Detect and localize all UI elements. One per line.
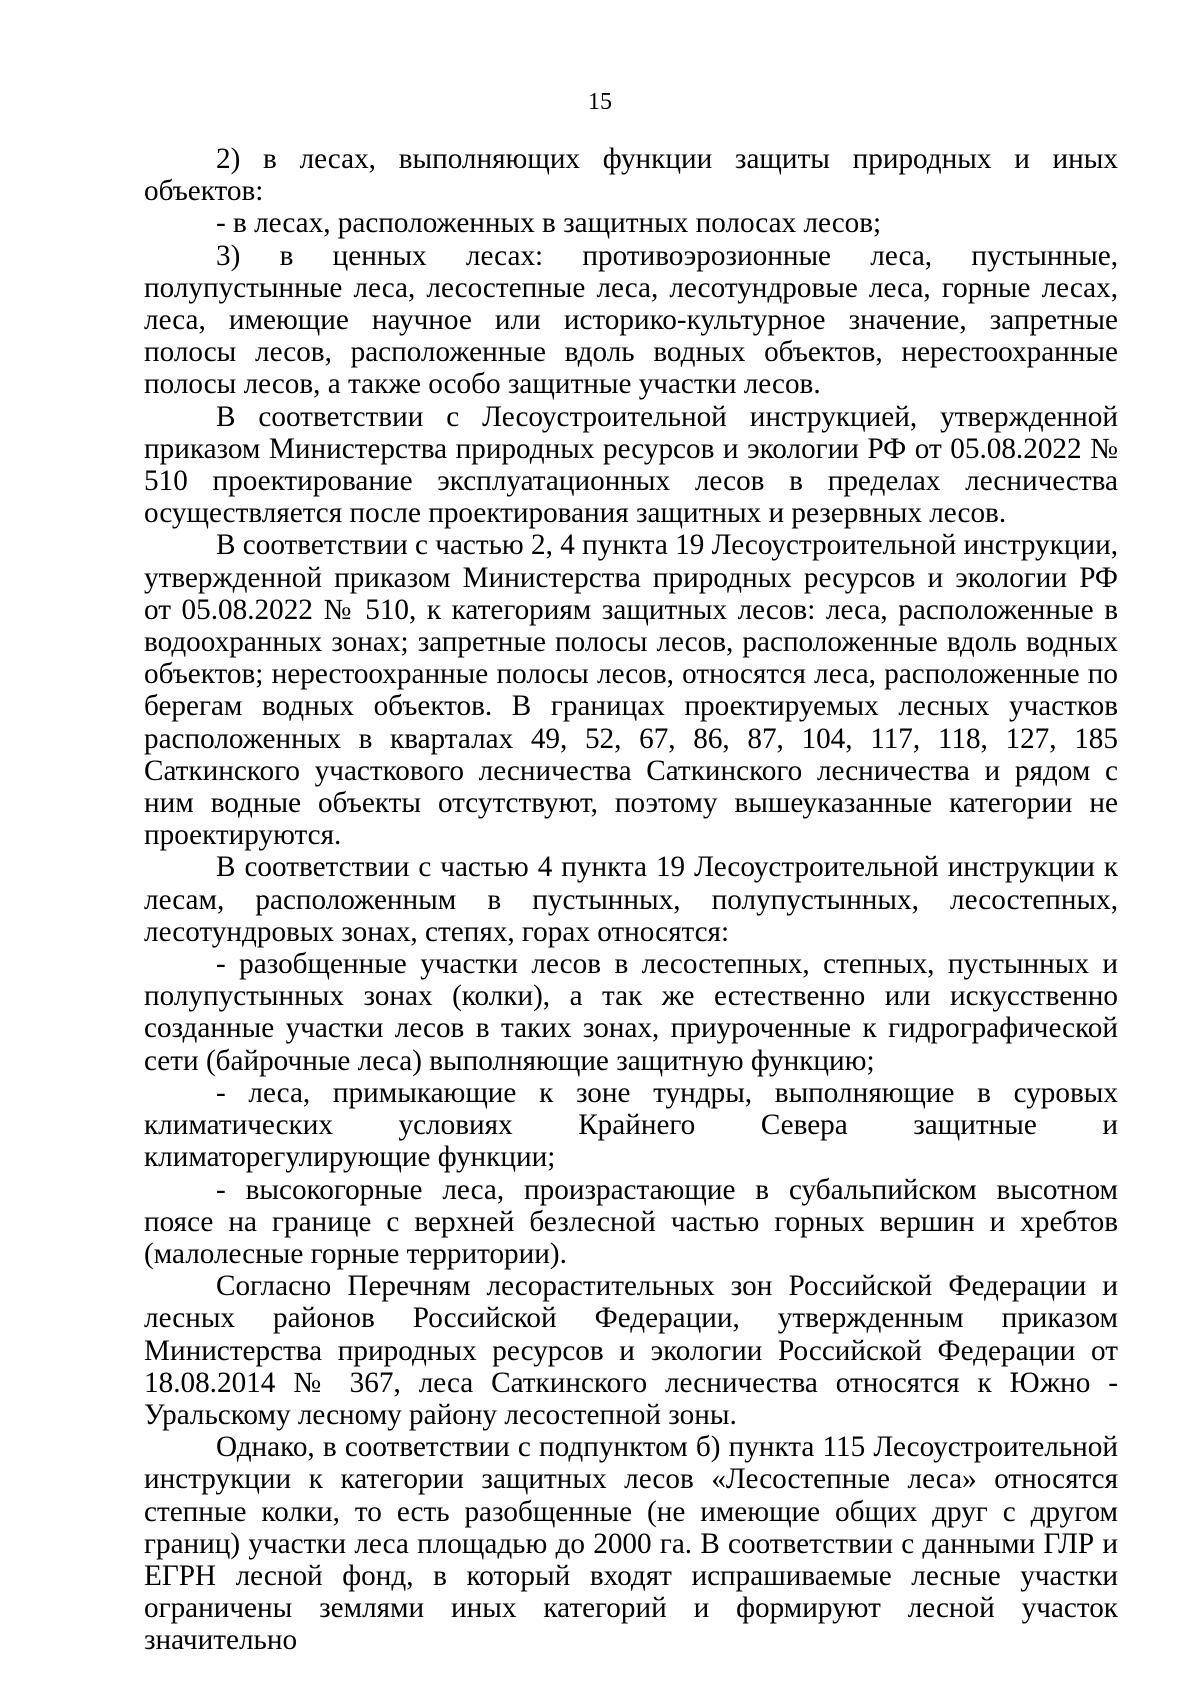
paragraph-2: - в лесах, расположенных в защитных полосах лесов; (216, 207, 882, 240)
paragraph-8: - леса, примыкающие к зоне тундры, выполняющие в суровых климатических условиях Крайнего Севера защитные и климаторегулирующие функции; (144, 1076, 1118, 1174)
paragraph-7: - разобщенные участки лесов в лесостепных, степных, пустынных и полупустынных зонах (колки), а так же естественно или искусственно созданные участки лесов в таких зонах, приуроченные к гидрографической сети (байрочные леса) выполняющие защитную функцию; (144, 948, 1118, 1077)
paragraph-3: 3) в ценных лесах: противоэрозионные леса, пустынные, полупустынные леса, лесостепные леса, лесотундровые леса, горные лесах, леса, имеющие научное или историко-культурное значение, запретные полосы лесов, расположенные вдоль водных объектов, нерестоохранные полосы лесов, а также особо защитные участки лесов. (144, 239, 1118, 401)
page-number: 15 (588, 89, 612, 115)
paragraph-6: В соответствии с частью 4 пункта 19 Лесоустроительной инструкции к лесам, расположенным в пустынных, полупустынных, лесостепных, лесотундровых зонах, степях, горах относятся: (144, 851, 1118, 948)
paragraph-11: Однако, в соответствии с подпунктом б) пункта 115 Лесоустроительной инструкции к категории защитных лесов «Лесостепные леса» относятся степные колки, то есть разобщенные (не имеющие общих друг с другом границ) участки леса площадью до 2000 га. В соответствии с данными ГЛР и ЕГРН лесной фонд, в который входят испрашиваемые лесные участки ограничены землями иных категорий и формируют лесной участок значительно (144, 1431, 1118, 1657)
paragraph-9: - высокогорные леса, произрастающие в субальпийском высотном поясе на границе с верхней безлесной частью горных вершин и хребтов (малолесные горные территории). (144, 1173, 1118, 1270)
paragraph-5: В соответствии с частью 2, 4 пункта 19 Лесоустроительной инструкции, утвержденной приказом Министерства природных ресурсов и экологии РФ от 05.08.2022 № 510, к категориям защитных лесов: леса, расположенные в водоохранных зонах; запретные полосы лесов, расположенные вдоль водных объектов; нерестоохранные полосы лесов, относятся леса, расположенные по берегам водных объектов. В границах проектируемых лесных участков расположенных в кварталах 49, 52, 67, 86, 87, 104, 117, 118, 127, 185 Саткинского участкового лесничества Саткинского лесничества и рядом с ним водные объекты отсутствуют, поэтому вышеуказанные категории не проектируются. (144, 529, 1118, 852)
document-body (144, 143, 1118, 1657)
paragraph-10: Согласно Перечням лесорастительных зон Российской Федерации и лесных районов Российской Федерации, утвержденным приказом Министерства природных ресурсов и экологии Российской Федерации от 18.08.2014 № 367, леса Саткинского лесничества относятся к Южно - Уральскому лесному району лесостепной зоны. (144, 1270, 1118, 1431)
paragraph-4: В соответствии с Лесоустроительной инструкцией, утвержденной приказом Министерства природных ресурсов и экологии РФ от 05.08.2022 № 510 проектирование эксплуатационных лесов в пределах лесничества осуществляется после проектирования защитных и резервных лесов. (144, 400, 1118, 530)
paragraph-1: 2) в лесах, выполняющих функции защиты природных и иных объектов: (144, 143, 1118, 208)
